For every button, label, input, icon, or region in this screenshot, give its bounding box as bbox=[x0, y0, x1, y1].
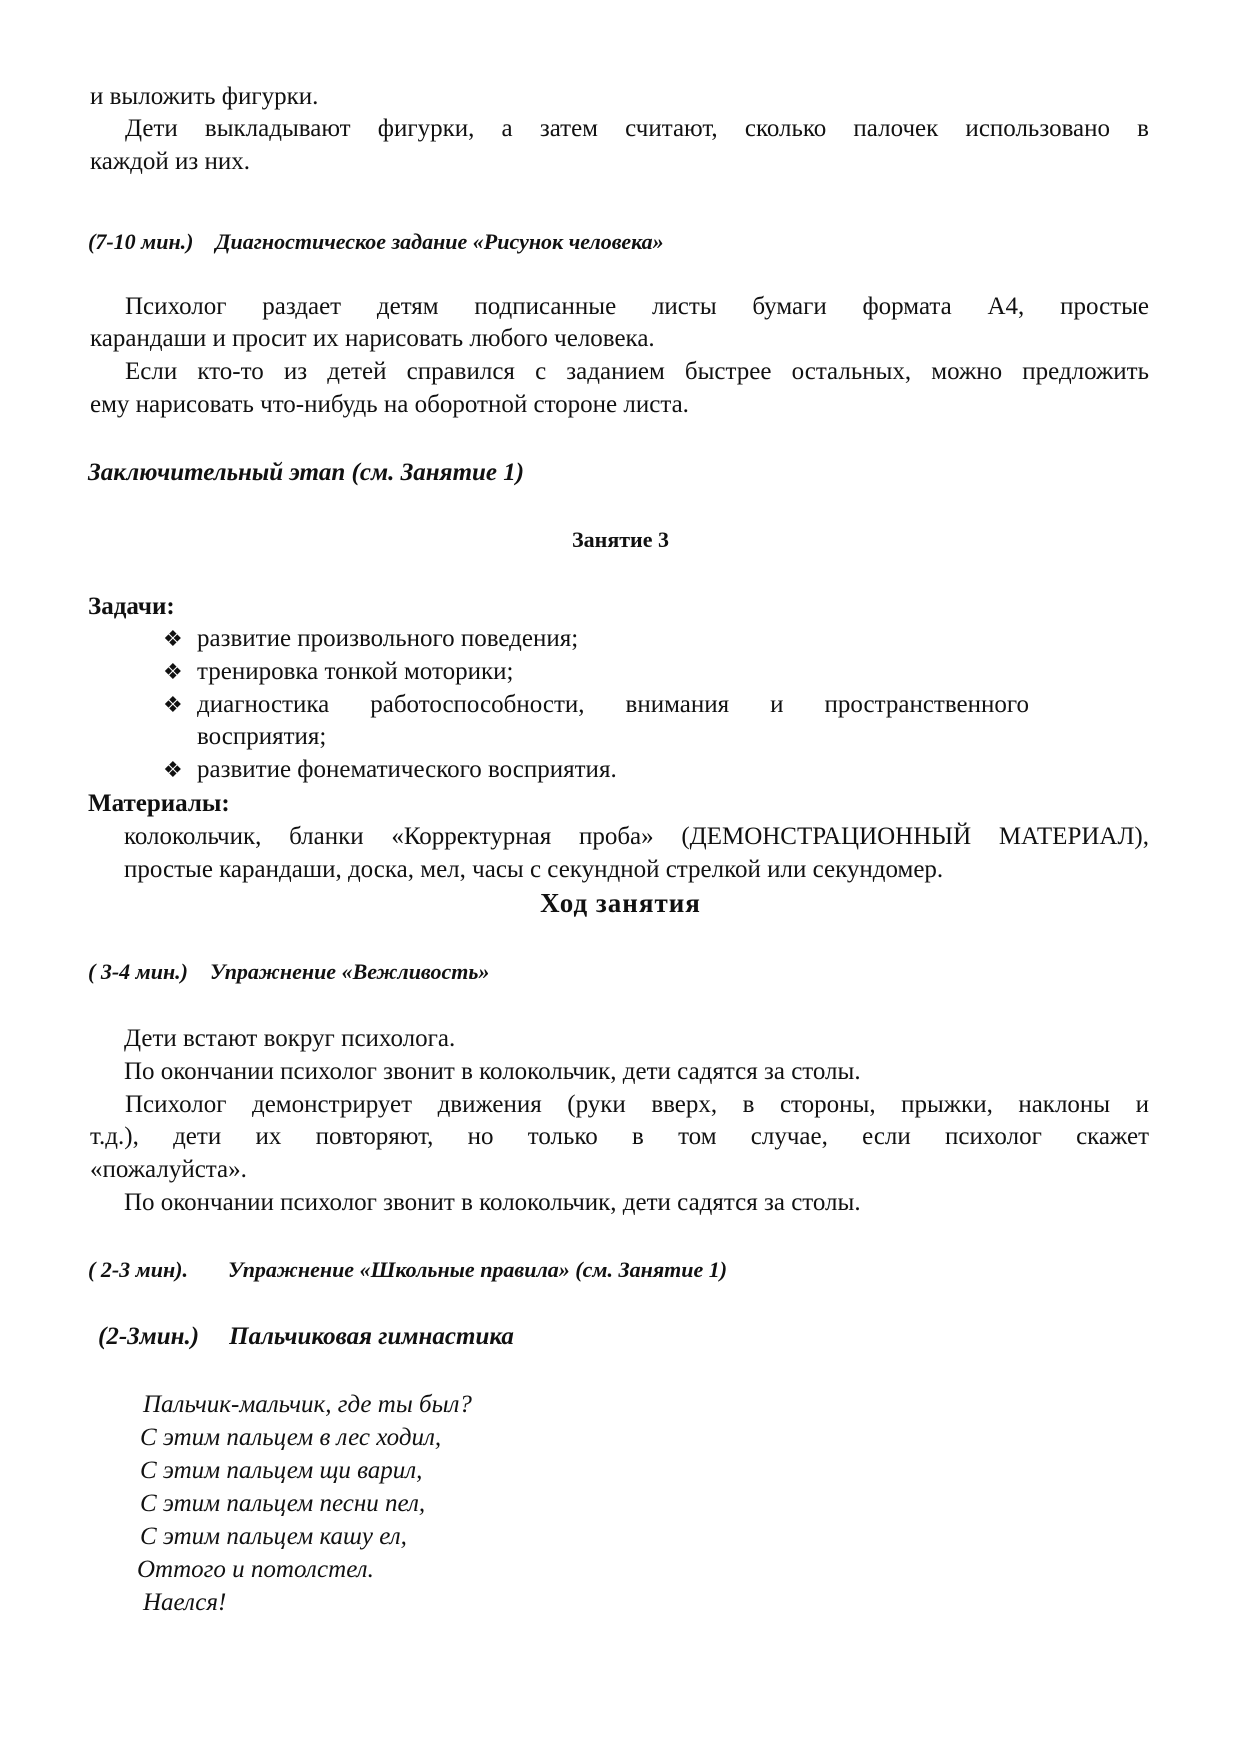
paragraph-line: По окончании психолог звонит в колокольчик, дети садятся за столы. bbox=[124, 1189, 861, 1216]
poem-line: С этим пальцем песни пел, bbox=[140, 1490, 426, 1517]
poem-line: С этим пальцем щи варил, bbox=[140, 1457, 423, 1484]
paragraph-line: «пожалуйста». bbox=[90, 1156, 247, 1183]
paragraph-line: ему нарисовать что-нибудь на оборотной стороне листа. bbox=[90, 391, 689, 418]
section-title: Упражнение «Школьные правила» (см. Занятие 1) bbox=[228, 1257, 728, 1282]
bullet-diamond-icon: ❖ bbox=[163, 659, 183, 684]
task-item-continuation: восприятия; bbox=[197, 723, 327, 750]
bullet-diamond-icon: ❖ bbox=[163, 626, 183, 651]
poem-line: Оттого и потолстел. bbox=[137, 1556, 374, 1583]
paragraph-line: Психолог демонстрирует движения (руки вверх, в стороны, прыжки, наклоны и bbox=[125, 1091, 1149, 1118]
section-heading-finger-gym bbox=[98, 1320, 514, 1354]
final-stage-heading: Заключительный этап (см. Занятие 1) bbox=[88, 459, 525, 486]
task-item: ❖ диагностика работоспособности, внимания и пространственного bbox=[163, 688, 1029, 722]
course-title: Ход занятия bbox=[540, 888, 701, 918]
paragraph-line: т.д.), дети их повторяют, но только в том случае, если психолог скажет bbox=[90, 1123, 1149, 1150]
section-heading-politeness bbox=[88, 955, 489, 989]
task-item: ❖ развитие фонематического восприятия. bbox=[163, 753, 617, 787]
bullet-diamond-icon: ❖ bbox=[163, 757, 183, 782]
poem-line: С этим пальцем в лес ходил, bbox=[140, 1424, 442, 1451]
task-item: ❖ тренировка тонкой моторики; bbox=[163, 655, 513, 689]
paragraph-line: Психолог раздает детям подписанные листы бумаги формата А4, простые bbox=[125, 293, 1149, 320]
section-time: (2-3мин.) bbox=[98, 1323, 200, 1350]
poem-line: Пальчик-мальчик, где ты был? bbox=[143, 1391, 472, 1418]
section-time: (7-10 мин.) bbox=[88, 229, 194, 254]
section-title: Упражнение «Вежливость» bbox=[210, 959, 490, 984]
tasks-label: Задачи: bbox=[88, 593, 175, 620]
poem-line: С этим пальцем кашу ел, bbox=[140, 1523, 407, 1550]
paragraph-line: карандаши и просит их нарисовать любого человека. bbox=[90, 325, 655, 352]
section-time: ( 2-3 мин). bbox=[88, 1257, 188, 1282]
intro-line: и выложить фигурки. bbox=[90, 83, 319, 110]
materials-line: колокольчик, бланки «Корректурная проба» (ДЕМОНСТРАЦИОННЫЙ МАТЕРИАЛ), bbox=[124, 823, 1149, 850]
section-title: Пальчиковая гимнастика bbox=[229, 1323, 514, 1350]
intro-paragraph-line: каждой из них. bbox=[90, 148, 250, 175]
paragraph-line: Дети встают вокруг психолога. bbox=[124, 1025, 456, 1052]
materials-line: простые карандаши, доска, мел, часы с секундной стрелкой или секундомер. bbox=[124, 856, 944, 883]
poem-line: Наелся! bbox=[143, 1589, 227, 1616]
paragraph-line: Если кто-то из детей справился с заданием быстрее остальных, можно предложить bbox=[125, 358, 1149, 385]
section-heading-drawing bbox=[88, 225, 664, 259]
intro-paragraph-line: Дети выкладывают фигурки, а затем считают, сколько палочек использовано в bbox=[125, 115, 1149, 142]
task-item: ❖ развитие произвольного поведения; bbox=[163, 622, 578, 656]
section-heading-school-rules bbox=[88, 1253, 727, 1287]
section-title: Диагностическое задание «Рисунок человека» bbox=[215, 229, 664, 254]
lesson-title: Занятие 3 bbox=[572, 527, 669, 552]
bullet-diamond-icon: ❖ bbox=[163, 692, 183, 717]
materials-label: Материалы: bbox=[88, 790, 230, 817]
section-time: ( 3-4 мин.) bbox=[88, 959, 188, 984]
paragraph-line: По окончании психолог звонит в колокольчик, дети садятся за столы. bbox=[124, 1058, 861, 1085]
